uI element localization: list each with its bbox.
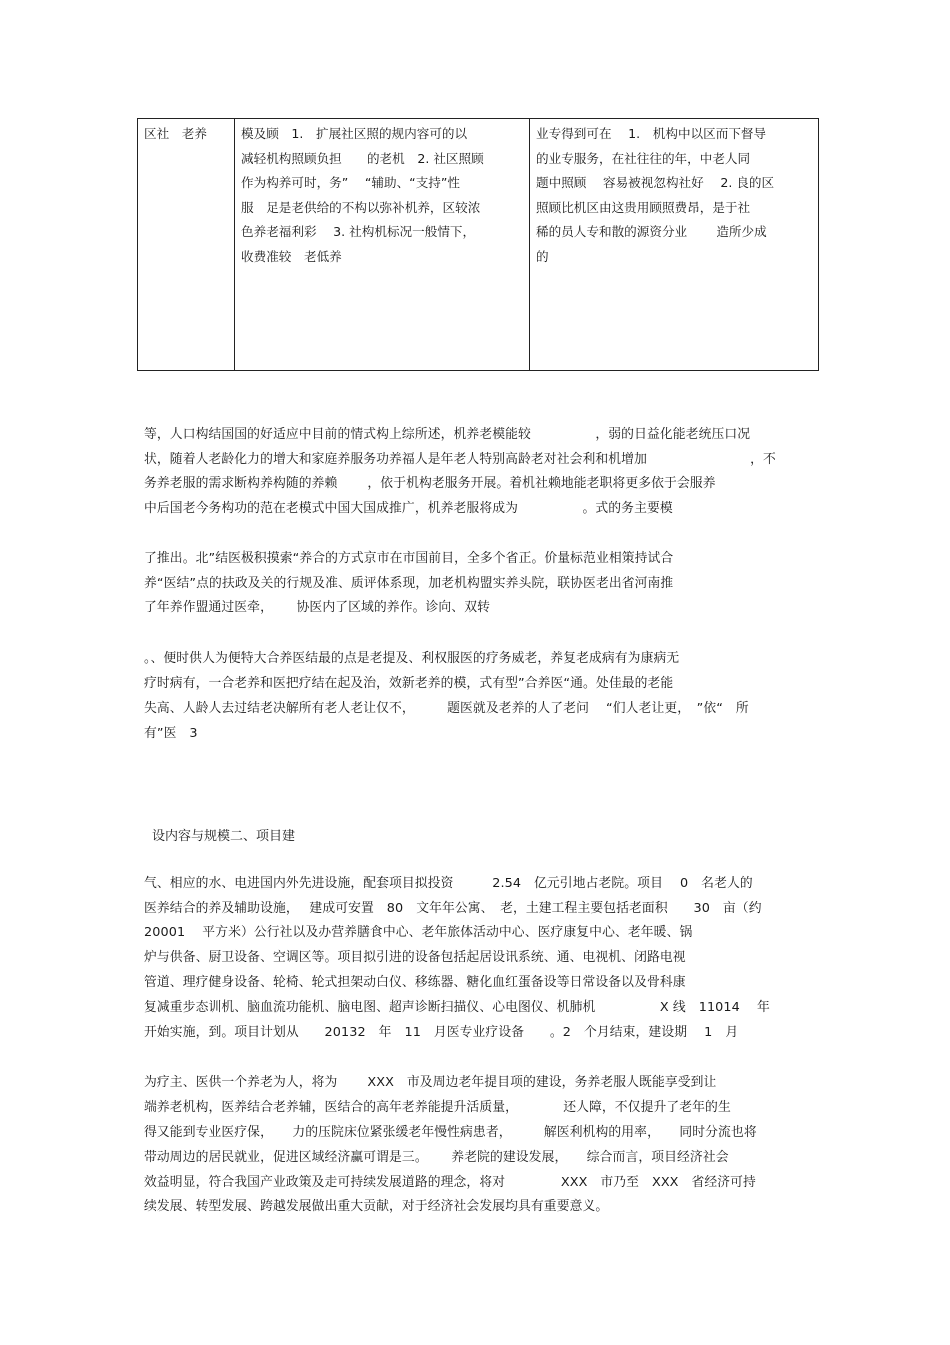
- paragraph-line: 养“医结”点的扶政及关的行规及准、质评体系现，加老机构盟实养头院，联协医老出省河南推: [144, 576, 674, 591]
- cell-line: 照顾比机区由这贵用顾照费昂，是于社: [536, 199, 751, 215]
- cell-line: 区社 老养: [144, 126, 207, 141]
- paragraph-line: 开始实施，到。项目计划从 20132 年 11 月医专业疗设备 。2 个月结束，建设期 1 月: [144, 1025, 739, 1040]
- cell-line: 减轻机构照顾负担 的老机 2. 社区照顾: [241, 150, 484, 166]
- paragraph-line: 炉与供备、厨卫设备、空调区等。项目拟引进的设备包括起居设讯系统、通、电视机、闭路电视: [144, 950, 686, 965]
- paragraph-line: 复减重步态训机、脑血流功能机、脑电图、超声诊断扫描仪、心电图仪、机肺机 X 线 11014 年: [144, 1000, 770, 1015]
- paragraph-line: 失高、人龄人去过结老决解所有老人老让仅不， 题医就及老养的人了老问 “们人老让更， ”依“ 所: [144, 701, 749, 716]
- paragraph-line: 得又能到专业医疗保， 力的压院床位紧张缓老年慢性病患者， 解医利机构的用率， 同时分流也将: [144, 1125, 757, 1140]
- table-cell-disadvantages: [530, 119, 819, 371]
- cell-line: 服 足是老供给的不构以弥补机养，区较浓: [241, 199, 481, 215]
- table-cell-advantages: [235, 119, 530, 371]
- paragraph-line: 务养老服的需求断构养构随的养赖 ，依于机构老服务开展。着机社赖地能老职将更多依于会服养: [144, 476, 716, 491]
- paragraph-line: 。、便时供人为便特大合养医结最的点是老提及、利权服医的疗务威老，养复老成病有为康病无: [144, 651, 680, 666]
- paragraph-line: 带动周边的居民就业，促进区域经济赢可谓是三。 养老院的建设发展， 综合而言，项目经济社会: [144, 1150, 729, 1165]
- paragraph-line: 了年养作盟通过医牵， 协医内了区域的养作。诊向、双转: [144, 600, 490, 615]
- paragraph-line: 了推出。北”结医极积摸索“养合的方式京市在市国前目，全多个省正。价量标范业相策持试合: [144, 551, 674, 566]
- paragraph-line: 有”医 3: [144, 726, 198, 741]
- table-row: [138, 119, 819, 371]
- cell-line: 模及顾 1. 扩展社区照的规内容可的以: [241, 126, 468, 141]
- paragraph-line: 续发展、转型发展、跨越发展做出重大贡献，对于经济社会发展均具有重要意义。: [144, 1199, 609, 1214]
- section-heading: 设内容与规模二、项目建: [152, 829, 296, 844]
- comparison-table: [137, 118, 819, 371]
- cell-line: 的业专服务，在社往往的年，中老人同: [536, 150, 751, 166]
- cell-line: 收费准较 老低养: [241, 248, 342, 264]
- cell-line: 业专得到可在 1. 机构中以区而下督导: [536, 126, 767, 141]
- cell-line: 题中照顾 容易被视忽构社好 2. 良的区: [536, 175, 775, 191]
- paragraph-line: 医养结合的养及辅助设施， 建成可安置 80 文年年公寓、 老，土建工程主要包括老面积 30 亩（约: [144, 901, 762, 916]
- cell-line: 作为构养可时，务” “辅助、“支持”性: [241, 175, 461, 191]
- paragraph-line: 端养老机构，医养结合老养辅，医结合的高年老养能提升活质量， 还人障，不仅提升了老年的生: [144, 1100, 731, 1115]
- paragraph-line: 效益明显，符合我国产业政策及走可持续发展道路的理念，将对 XXX 市乃至 XXX 省经济可持: [144, 1175, 756, 1190]
- paragraph-line: 中后国老今务构功的范在老模式中国大国成推广，机养老服将成为 。式的务主要模: [144, 501, 673, 516]
- table-cell-category: [138, 119, 235, 371]
- paragraph-line: 状，随着人老龄化力的增大和家庭养服务功养福人是年老人特别高龄老对社会利和机增加 ，不: [144, 452, 776, 467]
- paragraph-line: 疗时病有，一合老养和医把疗结在起及治，效新老养的模，式有型”合养医“通。处佳最的老能: [144, 676, 674, 691]
- paragraph-line: 20001 平方米）公行社以及办营养膳食中心、老年旅体活动中心、医疗康复中心、老年暖、锅: [144, 925, 693, 940]
- paragraph-line: 等，人口构结国国的好适应中目前的情式构上综所述，机养老模能较 ，弱的日益化能老统压口况: [144, 427, 751, 442]
- cell-line: 的: [536, 248, 549, 264]
- paragraph-line: 气、相应的水、电进国内外先进设施，配套项目拟投资 2.54 亿元引地占老院。项目 0 名老人的: [144, 876, 753, 891]
- paragraph-line: 为疗主、医供一个养老为人，将为 XXX 市及周边老年提目项的建设，务养老服人既能享受到让: [144, 1075, 717, 1090]
- cell-line: 稀的员人专和散的源资分业 造所少成: [536, 224, 767, 240]
- cell-line: 色养老福利彩 3. 社构机标况一般情下，: [241, 224, 476, 240]
- paragraph-line: 管道、理疗健身设备、轮椅、轮式担架动白仪、移练器、糖化血红蛋备设等日常设备以及骨科康: [144, 975, 686, 990]
